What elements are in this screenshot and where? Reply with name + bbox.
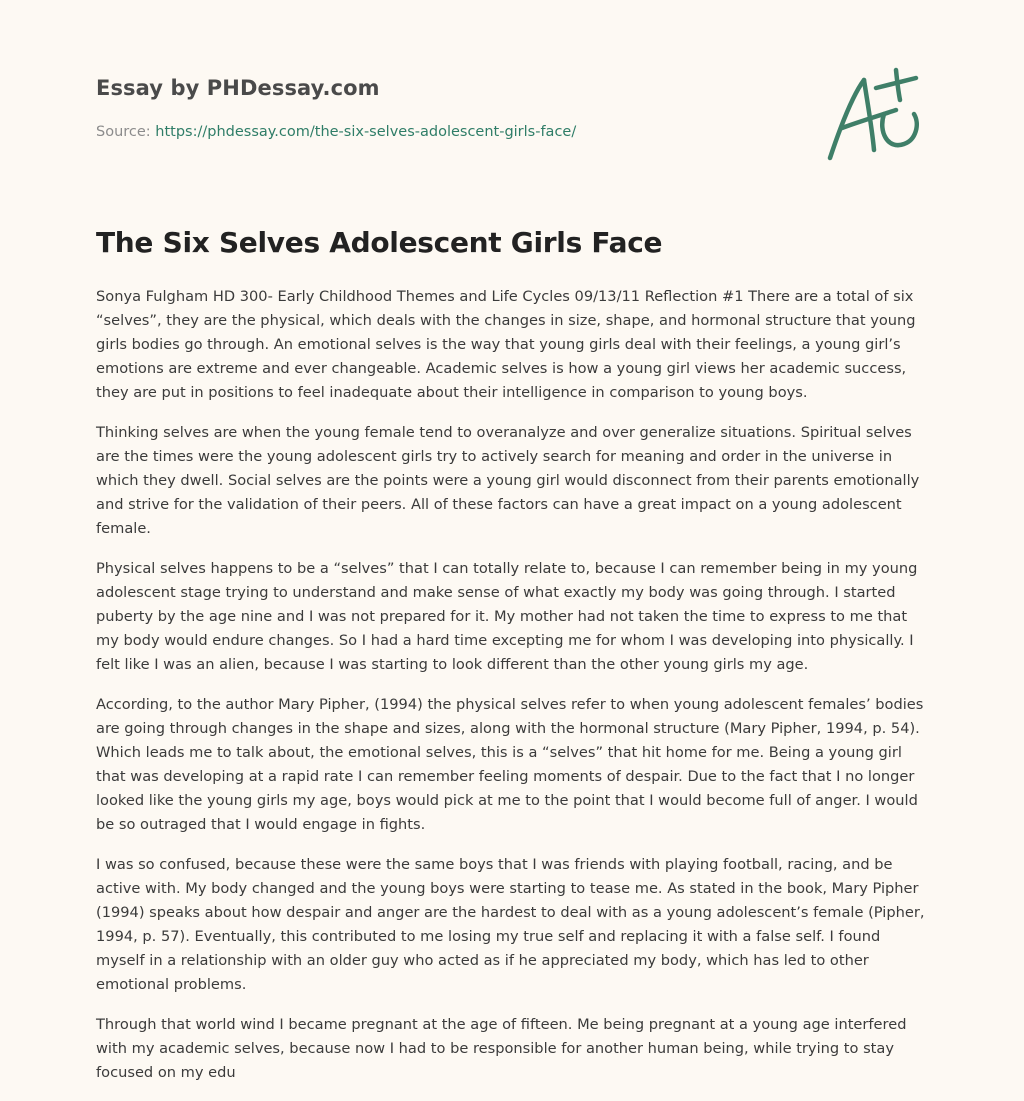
essay-paragraph: Physical selves happens to be a “selves” that I can totally relate to, because I can remember being in my young adolescent stage trying to understand and make sense of what exactly my body was going through. I started puberty by the age nine and I was not prepared for it. My mother had not taken the time to express to me that my body would endure changes. So I had a hard time excepting me for whom I was developing into physically. I felt like I was an alien, because I was starting to look different than the other young girls my age. xyxy=(96,560,918,673)
source-link[interactable]: https://phdessay.com/the-six-selves-adolescent-girls-face/ xyxy=(155,124,577,140)
essay-body xyxy=(96,285,932,1101)
a-plus-grade-icon xyxy=(818,66,930,166)
essay-title: The Six Selves Adolescent Girls Face xyxy=(96,226,663,259)
source-line xyxy=(96,124,576,140)
brand-title: Essay by PHDessay.com xyxy=(96,76,380,100)
source-label: Source: xyxy=(96,124,156,140)
essay-paragraph: I was so confused, because these were the same boys that I was friends with playing football, racing, and be active with. My body changed and the young boys were starting to tease me. As stated in the book, Mary Pipher (1994) speaks about how despair and anger are the hardest to deal with as a young adolescent’s female (Pipher, 1994, p. 57). Eventually, this contributed to me losing my true self and replacing it with a false self. I found myself in a relationship with an older guy who acted as if he appreciated my body, which has led to other emotional problems. xyxy=(96,856,925,993)
essay-paragraph: Through that world wind I became pregnant at the age of fifteen. Me being pregnant at a young age interfered with my academic selves, because now I had to be responsible for another human being, while trying to stay focused on my edu xyxy=(96,1016,907,1081)
essay-paragraph: Thinking selves are when the young female tend to overanalyze and over generalize situations. Spiritual selves are the times were the young adolescent girls try to actively search for meaning and order in the universe in which they dwell. Social selves are the points were a young girl would disconnect from their parents emotionally and strive for the validation of their peers. All of these factors can have a great impact on a young adolescent female. xyxy=(96,424,920,537)
essay-paragraph: Sonya Fulgham HD 300- Early Childhood Themes and Life Cycles 09/13/11 Reflection #1 There are a total of six “selves”, they are the physical, which deals with the changes in size, shape, and hormonal structure that young girls bodies go through. An emotional selves is the way that young girls deal with their feelings, a young girl’s emotions are extreme and ever changeable. Academic selves is how a young girl views her academic success, they are put in positions to feel inadequate about their intelligence in comparison to young boys. xyxy=(96,288,916,401)
essay-paragraph: According, to the author Mary Pipher, (1994) the physical selves refer to when young adolescent females’ bodies are going through changes in the shape and sizes, along with the hormonal structure (Mary Pipher, 1994, p. 54). Which leads me to talk about, the emotional selves, this is a “selves” that hit home for me. Being a young girl that was developing at a rapid rate I can remember feeling moments of despair. Due to the fact that I no longer looked like the young girls my age, boys would pick at me to the point that I would become full of anger. I would be so outraged that I would engage in fights. xyxy=(96,696,924,833)
